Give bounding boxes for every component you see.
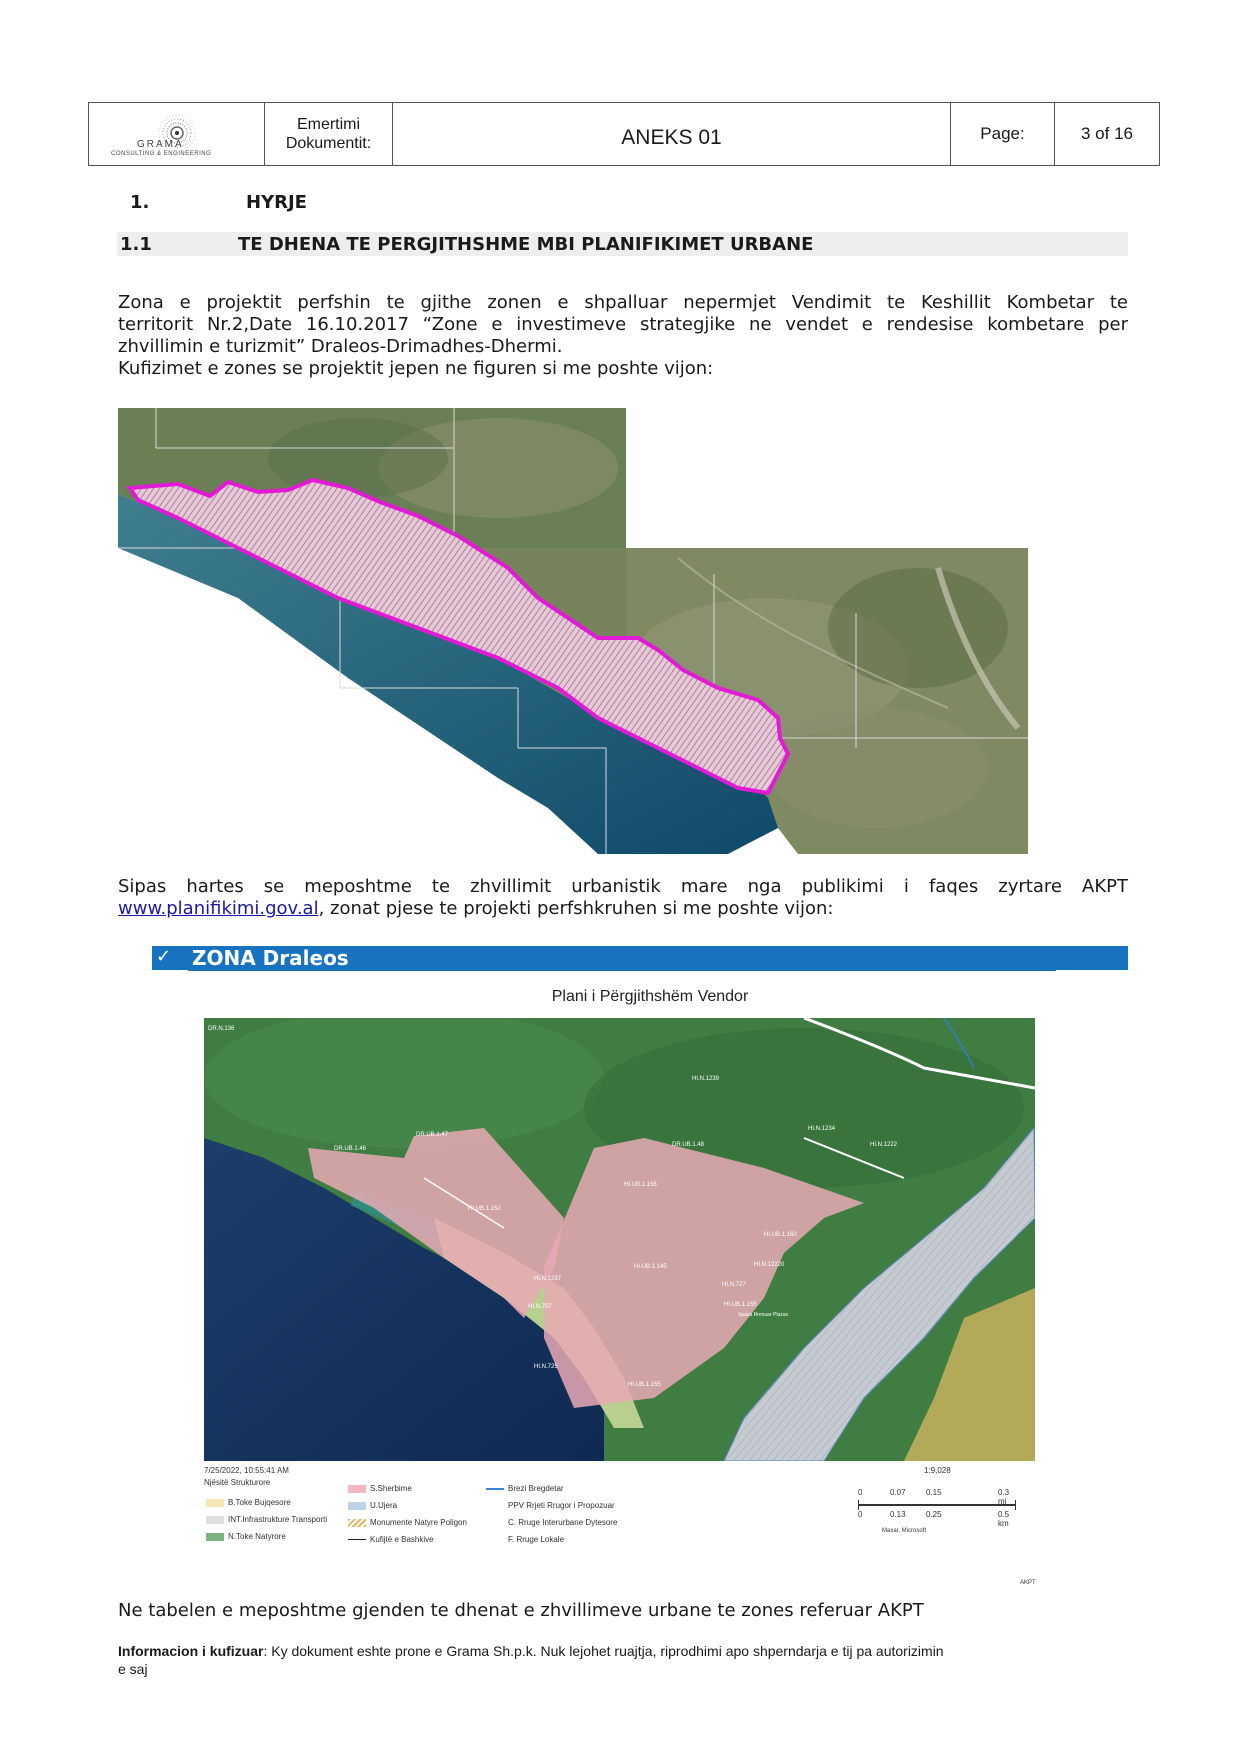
legend-col-3: Brezi Bregdetar PPV Rrjeti Rrugor i Propozuar C. Rruge Interurbane Dytesore F. Rruge Lokale <box>486 1480 617 1548</box>
map-scale: 1:9,028 <box>924 1466 951 1475</box>
check-icon: ✓ <box>156 946 172 967</box>
scale-bar: 0 0.07 0.15 0.3 mi 0 0.13 0.25 0.5 km <box>858 1488 1018 1522</box>
svg-text:DR.N.136: DR.N.136 <box>208 1026 235 1032</box>
legend-swatch-monumente <box>348 1519 366 1527</box>
svg-text:HI.UB.1.155: HI.UB.1.155 <box>628 1382 661 1388</box>
legend-swatch-kufijte <box>348 1539 366 1540</box>
pvp-map-title: Plani i Përgjithshëm Vendor <box>551 988 749 1005</box>
legend-swatch-brezi <box>486 1488 504 1490</box>
doc-name-label: Emertimi Dokumentit: <box>264 103 392 165</box>
legend-swatch-natyrore <box>206 1533 224 1541</box>
section-1-1-title: TE DHENA TE PERGJITHSHME MBI PLANIFIKIMET URBANE <box>238 234 814 255</box>
confidentiality-footer: Informacion i kufizuar: Ky dokument eshte prone e Grama Sh.p.k. Nuk lejohet ruajtja, riprodhimi apo shperndarja e tij pa autorizimin e saj <box>118 1643 944 1677</box>
section-1-1-number: 1.1 <box>120 234 152 255</box>
svg-text:HI.N.12220: HI.N.12220 <box>754 1262 785 1268</box>
svg-text:Spaca Rrenuar Plazas: Spaca Rrenuar Plazas <box>738 1312 789 1318</box>
legend-swatch-transporti <box>206 1516 224 1524</box>
legend-col-2: S.Sherbime U.Ujera Monumente Natyre Poligon Kufijtë e Bashkive <box>348 1480 467 1548</box>
company-subtitle: CONSULTING & ENGINEERING <box>111 151 212 157</box>
legend-col-1: B.Toke Bujqesore INT.Infrastrukture Transporti N.Toke Natyrore <box>206 1494 327 1545</box>
svg-text:HI.N.1237: HI.N.1237 <box>534 1276 562 1282</box>
svg-text:HI.UB.1.152: HI.UB.1.152 <box>468 1206 501 1212</box>
zona-title: ZONA Draleos <box>192 946 349 970</box>
akpt-paragraph: Sipas hartes se meposhtme te zhvillimit urbanistik mare nga publikimi i faqes zyrtare AKPT www.planifikimi.gov.al, zonat pjese te projekti perfshkruhen si me poshte vijon: <box>118 876 1128 919</box>
section-1-title: HYRJE <box>246 192 307 213</box>
page-label: Page: <box>950 103 1054 165</box>
svg-text:HI.N.1222: HI.N.1222 <box>870 1142 898 1148</box>
page-number: 3 of 16 <box>1054 103 1159 165</box>
company-name: GRAMA <box>137 139 184 150</box>
section-1-number: 1. <box>130 192 150 213</box>
map-source: Maxar, Microsoft <box>882 1528 927 1534</box>
svg-text:HI.UB.1.145: HI.UB.1.145 <box>634 1264 667 1270</box>
legend-heading: Njësitë Strukturore <box>204 1478 271 1487</box>
svg-text:HI.N.1239: HI.N.1239 <box>692 1076 720 1082</box>
svg-text:HI.UB.1.156: HI.UB.1.156 <box>624 1182 657 1188</box>
legend-swatch-bujqesore <box>206 1499 224 1507</box>
svg-text:HI.N.1234: HI.N.1234 <box>808 1126 836 1132</box>
map-corner-label: AKPT <box>1020 1580 1036 1586</box>
intro-paragraph: Zona e projektit perfshin te gjithe zonen e shpalluar nepermjet Vendimit te Keshillit Kombetar te territorit Nr.2,Date 16.10.2017 “Zone e investimeve strategjike ne vendet e rendesise kombetare per zhvillimin e turizmit” Draleos-Drimadhes-Dhermi. Kufizimet e zones se projektit jepen ne figuren si me poshte vijon: <box>118 292 1128 379</box>
svg-text:DR.UB.1.48: DR.UB.1.48 <box>672 1142 705 1148</box>
doc-name: ANEKS 01 <box>392 103 950 165</box>
company-logo <box>89 103 264 165</box>
urban-plan-map <box>204 1018 1035 1461</box>
planifikimi-link[interactable]: www.planifikimi.gov.al <box>118 898 319 919</box>
svg-text:HI.N.707: HI.N.707 <box>528 1304 552 1310</box>
svg-text:HI.UB.1.160: HI.UB.1.160 <box>764 1232 797 1238</box>
zona-banner <box>152 946 1128 970</box>
legend-swatch-ujera <box>348 1502 366 1510</box>
table-intro-paragraph: Ne tabelen e meposhtme gjenden te dhenat e zhvillimeve urbane te zones referuar AKPT <box>118 1600 924 1621</box>
legend-swatch-sherbime <box>348 1485 366 1493</box>
svg-text:HI.N.725: HI.N.725 <box>534 1364 558 1370</box>
svg-text:HI.UB.1.155: HI.UB.1.155 <box>724 1302 757 1308</box>
svg-text:HI.N.727: HI.N.727 <box>722 1282 746 1288</box>
document-header <box>88 102 1160 166</box>
svg-text:DR.UB.1.47: DR.UB.1.47 <box>416 1132 449 1138</box>
svg-text:DR.UB.1.46: DR.UB.1.46 <box>334 1146 367 1152</box>
project-boundary-map <box>118 408 1028 854</box>
map-timestamp: 7/25/2022, 10:55:41 AM <box>204 1466 289 1475</box>
